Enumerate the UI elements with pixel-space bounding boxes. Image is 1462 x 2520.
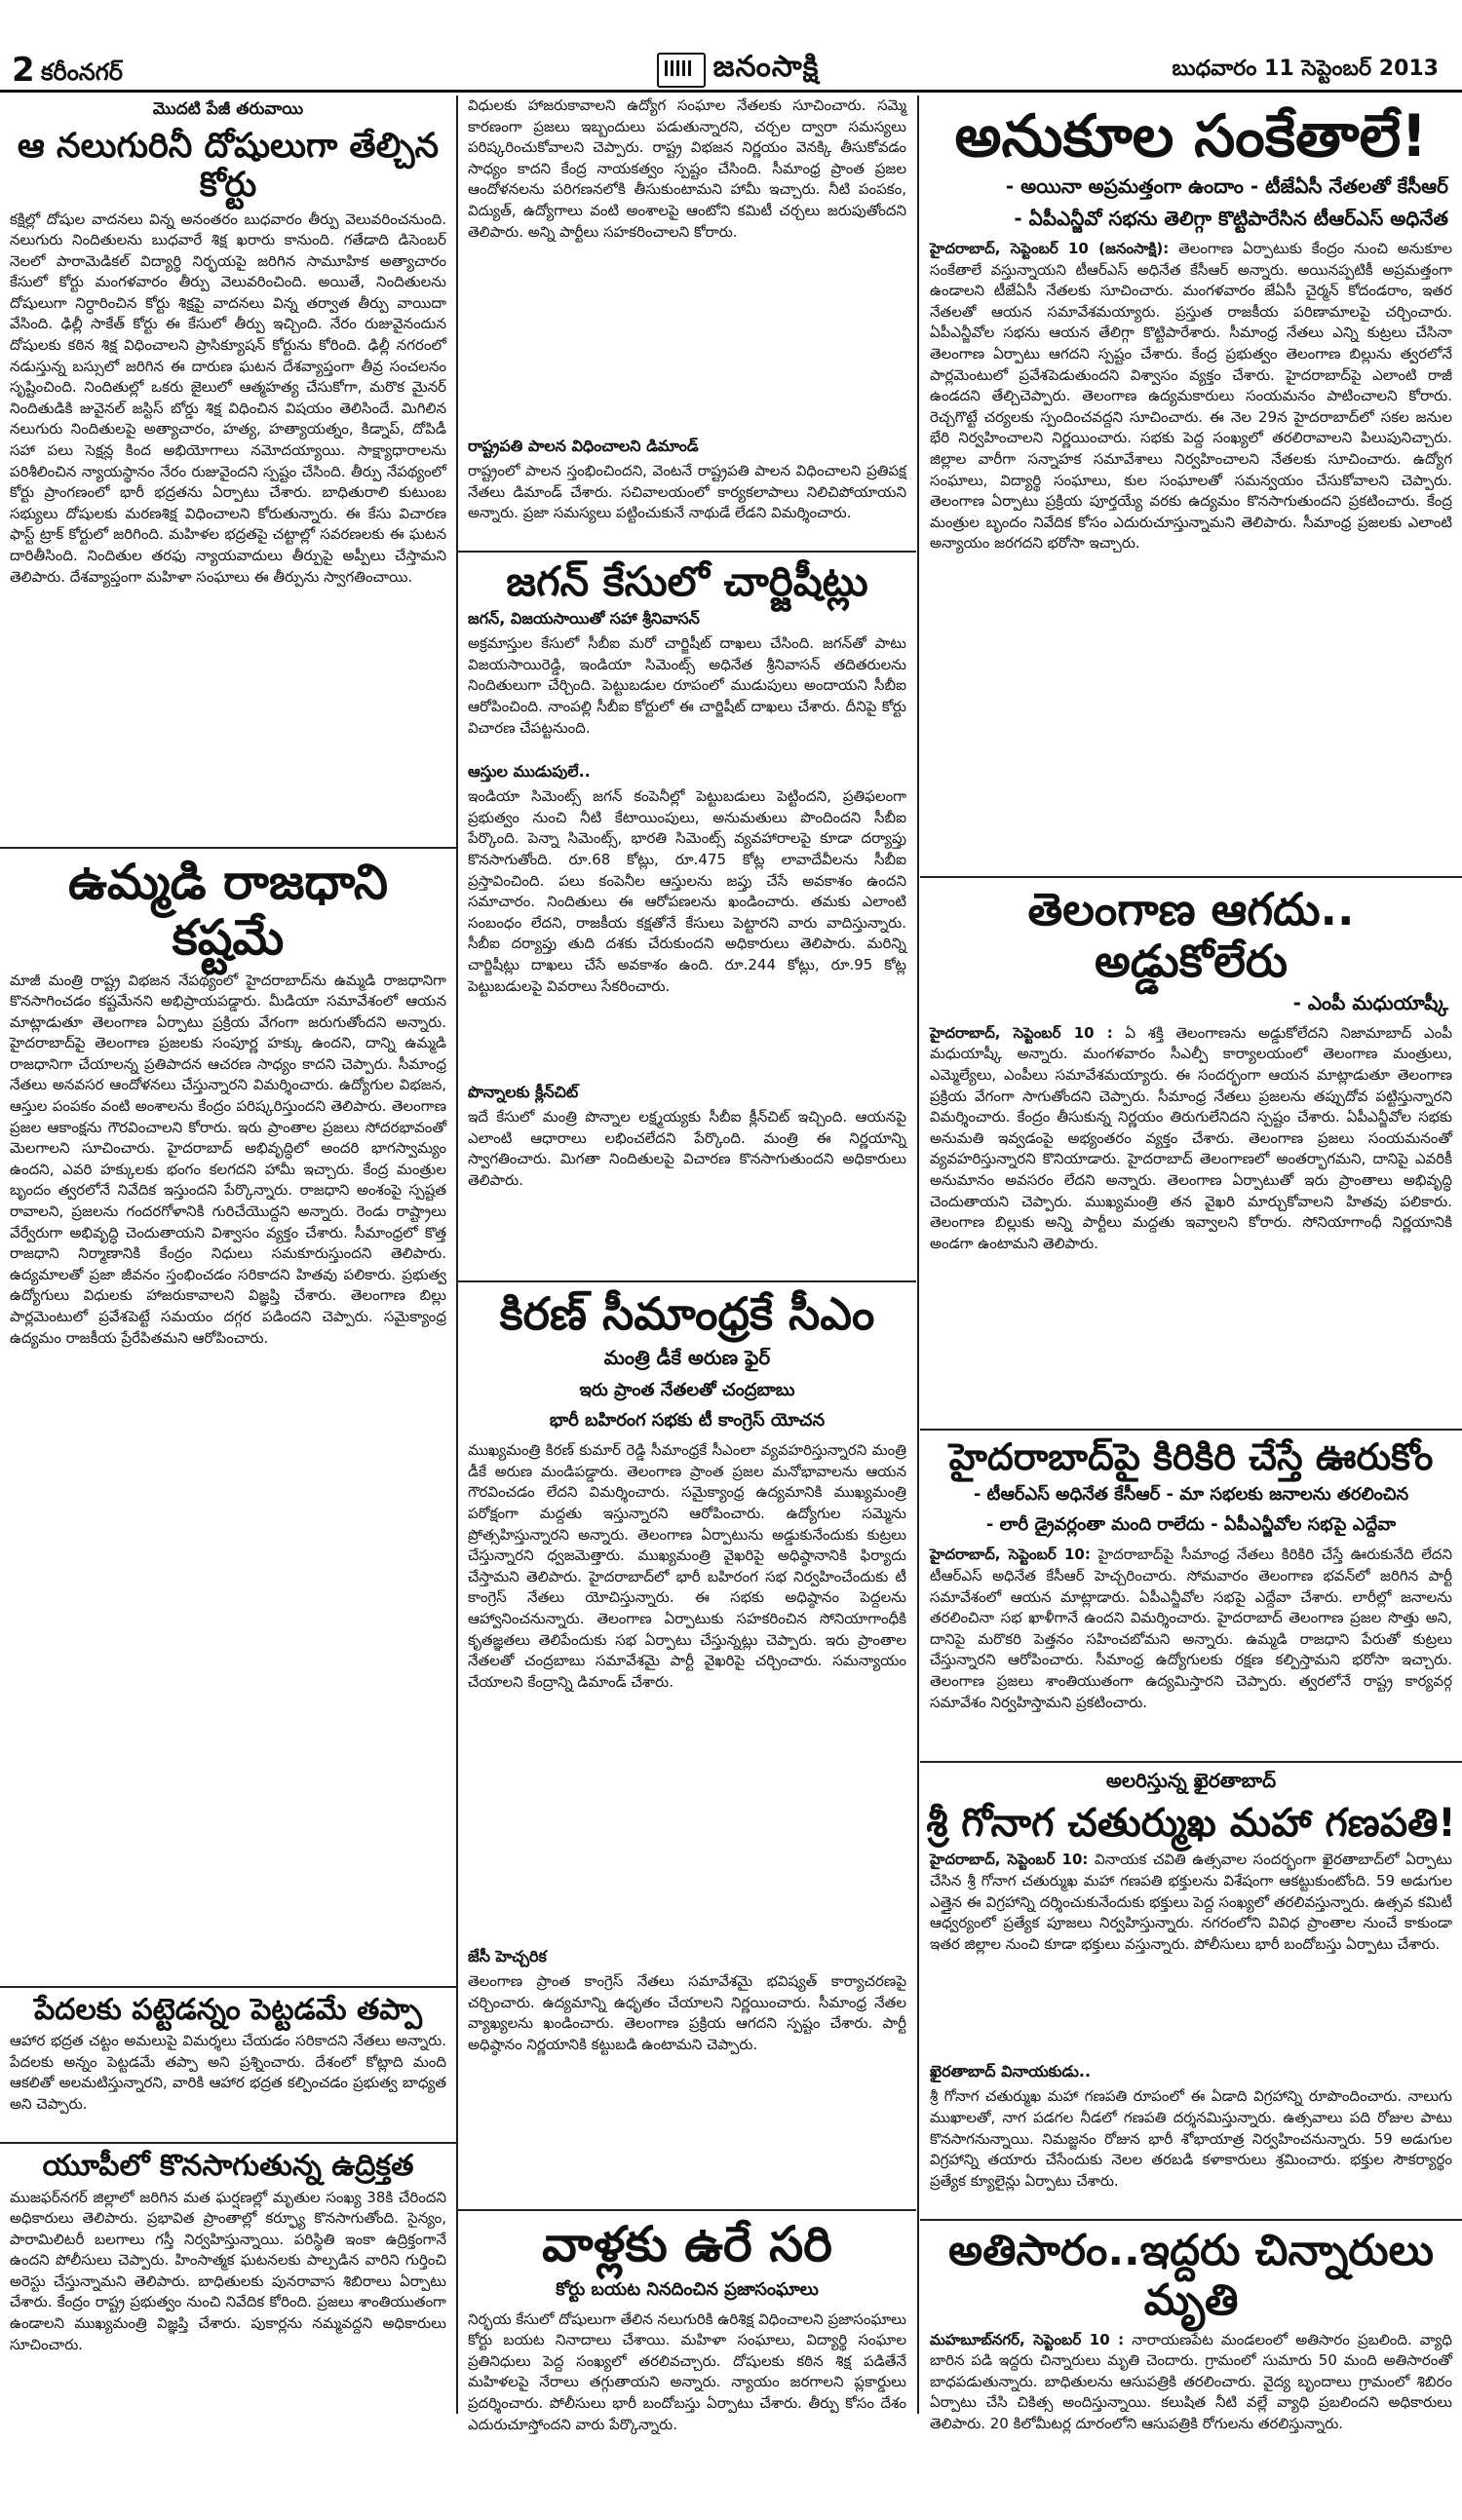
divider xyxy=(920,1761,1462,1763)
article-body xyxy=(930,239,1452,870)
divider xyxy=(458,1280,916,1282)
column-divider xyxy=(917,95,919,2414)
divider xyxy=(920,876,1462,878)
article-joint-capital xyxy=(0,855,456,1980)
kicker: మొదటి పేజీ తరువాయి xyxy=(152,99,304,119)
crosshead: జగన్, విజయసాయితో సహా శ్రీనివాసన్ xyxy=(468,609,700,629)
article-body: ముఖ్యమంత్రి కిరణ్ కుమార్ రెడ్డి సీమాంధ్రకే సీఎంలా వ్యవహరిస్తున్నారని మంత్రి డీకే అరుణ మండిపడ్డారు. తెలంగాణ ప్రాంత ప్రజల మనోభావాలను ఆయన గౌరవించడం లేదని విమర్శించారు. సమైక్యాంధ్ర ఉద్యమానికి ముఖ్యమంత్రి పరోక్షంగా మద్దతు ఇస్తున్నారని ఆరోపించారు. ఉద్యోగుల సమ్మెను ప్రోత్సహిస్తున్నారని అన్నారు. తెలంగాణ ఏర్పాటును అడ్డుకునేందుకు కుట్రలు చేస్తున్నారని ధ్వజమెత్తారు. ముఖ్యమంత్రి వైఖరిపై అధిష్ఠానానికి ఫిర్యాదు చేస్తామని తెలిపారు. హైదరాబాద్‌లో భారీ బహిరంగ సభ నిర్వహించేందుకు టీ కాంగ్రెస్ నేతలు యోచిస్తున్నారు. ఈ సభకు అధిష్ఠానం పెద్దలను ఆహ్వానించనున్నారు. తెలంగాణ ఏర్పాటుకు సహకరించిన సోనియాగాంధీకి కృతజ్ఞతలు తెలిపేందుకు సభ ఏర్పాటు చేస్తున్నట్లు చెప్పారు. ఇరు ప్రాంతాల నేతలతో చంద్రబాబు సమావేశమై పార్టీ వైఖరిపై చర్చించారు. సమన్యాయం చేయాలని కేంద్రాన్ని డిమాండ్ చేశారు. xyxy=(468,1441,906,1691)
article-text: ఏ శక్తి తెలంగాణను అడ్డుకోలేదని నిజామాబాద్ ఎంపీ మధుయాష్కీ అన్నారు. మంగళవారం సీఎల్పీ కార్యాలయంలో తెలంగాణ మంత్రులు, ఎమ్మెల్యేలు, ఎంపీలు సమావేశమయ్యారు. ఈ సందర్భంగా ఆయన మాట్లాడుతూ తెలంగాణ ప్రక్రియ వేగంగా సాగుతోందని చెప్పారు. సీమాంధ్ర నేతలు ప్రజలను తప్పుదోవ పట్టిస్తున్నారని విమర్శించారు. కేంద్రం తీసుకున్న నిర్ణయం తిరుగులేనిదని స్పష్టం చేశారు. ఏపీఎన్జీవోల సభకు అనుమతి ఇవ్వడంపై అభ్యంతరం వ్యక్తం చేశారు. తెలంగాణ ప్రజలు సంయమనంతో వ్యవహరిస్తున్నారని కొనియాడారు. హైదరాబాద్ తెలంగాణలో అంతర్భాగమని, దానిపై ఎవరికీ అనుమానం అవసరం లేదని అన్నారు. తెలంగాణ ఏర్పాటుతో ఇరు ప్రాంతాలు అభివృద్ధి చెందుతాయని చెప్పారు. ముఖ్యమంత్రి తన వైఖరి మార్చుకోవాలని హితవు పలికారు. తెలంగాణ బిల్లుకు అన్ని పార్టీలు మద్దతు ఇవ్వాలని కోరారు. సోనియాగాంధీ నిర్ణయానికి అండగా ఉంటామని తెలిపారు. xyxy=(930,1023,1452,1252)
subheadline: - ఎంపీ మధుయాష్కీ xyxy=(1292,990,1448,1014)
subheadline: - టీఆర్‌ఎస్ అధినేత కేసీఆర్ - మా సభలకు జనాలను తరలించిన xyxy=(973,1484,1409,1506)
article-khairatabad-ganesh xyxy=(920,1769,1462,2213)
dateline: హైదరాబాద్, సెప్టెంబర్ 10 : xyxy=(930,1023,1113,1042)
article-body xyxy=(930,1023,1452,1423)
article-jagan-chargesheet xyxy=(458,558,916,1275)
article-court-verdict xyxy=(0,99,456,841)
newspaper-logo xyxy=(596,51,879,90)
headline: కిరణ్ సీమాంధ్రకే సీఎం xyxy=(499,1287,875,1341)
article-telangana-unstoppable xyxy=(920,884,1462,1423)
divider xyxy=(0,2142,456,2144)
masthead xyxy=(0,0,1462,90)
headline: ఆ నలుగురినీ దోషులుగా తేల్చిన కోర్టు xyxy=(17,127,440,206)
article-diarrhea-deaths xyxy=(920,2227,1462,2456)
article-body: శ్రీ గోనాగ చతుర్ముఖ మహా గణపతి రూపంలో ఈ ఏడాది విగ్రహాన్ని రూపొందించారు. నాలుగు ముఖాలతో, నాగ పడగల నీడలో గణపతి దర్శనమిస్తున్నారు. ఉత్సవాలు పది రోజుల పాటు కొనసాగనున్నాయి. నిమజ్జనం రోజున భారీ శోభాయాత్ర నిర్వహించనున్నారు. 59 అడుగుల విగ్రహాన్ని తయారు చేసేందుకు నెలల తరబడి కళాకారులు శ్రమించారు. భక్తుల సౌకర్యార్థం ప్రత్యేక క్యూలైన్లు ఏర్పాటు చేశారు. xyxy=(930,2087,1452,2190)
dateline: హైదరాబాద్, సెప్టెంబర్ 10 (జనంసాక్షి): xyxy=(930,240,1170,257)
headline: పేదలకు పట్టెడన్నం పెట్టడమే తప్పా xyxy=(33,1992,423,2027)
article-positive-signals xyxy=(920,103,1462,870)
issue-date: బుధవారం 11 సెప్టెంబర్ 2013 xyxy=(1172,57,1439,81)
divider xyxy=(458,551,916,553)
article-hyderabad-warning xyxy=(920,1436,1462,1756)
article-body: ఇదే కేసులో మంత్రి పొన్నాల లక్ష్మయ్యకు సీబీఐ క్లీన్‌చిట్ ఇచ్చింది. ఆయనపై ఎలాంటి ఆధారాలు లభించలేదని పేర్కొంది. మంత్రి ఈ నిర్ణయాన్ని స్వాగతించారు. మిగతా నిందితులపై విచారణ కొనసాగుతుందని అధికారులు తెలిపారు. xyxy=(468,1108,906,1190)
dateline: హైదరాబాద్, సెప్టెంబర్ 10: xyxy=(930,1851,1089,1869)
article-body: అక్రమాస్తుల కేసులో సీబీఐ మరో చార్జిషీట్ దాఖలు చేసింది. జగన్‌తో పాటు విజయసాయిరెడ్డి, ఇండియా సిమెంట్స్ అధినేత శ్రీనివాసన్ తదితరులను నిందితులుగా చేర్చింది. పెట్టుబడుల రూపంలో ముడుపులు అందాయని సీబీఐ ఆరోపించింది. నాంపల్లి సీబీఐ కోర్టులో ఈ చార్జిషీట్ దాఖలు చేశారు. దీనిపై కోర్టు విచారణ చేపట్టనుంది. xyxy=(468,634,906,737)
headline: శ్రీ గోనాగ చతుర్ముఖ మహా గణపతి! xyxy=(926,1801,1456,1847)
divider xyxy=(0,1986,456,1988)
column-middle xyxy=(458,95,916,2433)
article-text: వినాయక చవితి ఉత్సవాల సందర్భంగా ఖైరతాబాద్‌లో ఏర్పాటు చేసిన శ్రీ గోనాగ చతుర్ముఖ మహా గణపతి భక్తులను విశేషంగా ఆకట్టుకుంటోంది. 59 అడుగుల ఎత్తైన ఈ విగ్రహాన్ని దర్శించుకునేందుకు భక్తులు పెద్ద సంఖ్యలో తరలివస్తున్నారు. ఉత్సవ కమిటీ ఆధ్వర్యంలో ప్రత్యేక పూజలు నిర్వహిస్తున్నారు. నగరంలోని వివిధ ప్రాంతాల నుంచే కాకుండా ఇతర జిల్లాల నుంచి కూడా భక్తులు వస్తున్నారు. పోలీసులు భారీ బందోబస్తు ఏర్పాటు చేశారు. xyxy=(930,1851,1452,1953)
divider xyxy=(458,2209,916,2211)
article-kiran-seemandhra xyxy=(458,1288,916,2203)
article-body: మాజీ మంత్రి రాష్ట్ర విభజన నేపథ్యంలో హైదరాబాద్‌ను ఉమ్మడి రాజధానిగా కొనసాగించడం కష్టమేనని అభిప్రాయపడ్డారు. మీడియా సమావేశంలో ఆయన మాట్లాడుతూ తెలంగాణ ఏర్పాటు ప్రక్రియ వేగంగా జరుగుతోందని అన్నారు. హైదరాబాద్‌పై తెలంగాణ ప్రజలకు సంపూర్ణ హక్కు ఉందని, దాన్ని ఉమ్మడి రాజధానిగా చేయాలన్న ప్రతిపాదన ఆచరణ సాధ్యం కాదని చెప్పారు. సీమాంధ్ర నేతలు అనవసర ఆందోళనలు చేస్తున్నారని విమర్శించారు. ఉద్యోగుల విభజన, ఆస్తుల పంపకం వంటి అంశాలను కేంద్రం పరిష్కరిస్తుందని తెలిపారు. తెలంగాణ ప్రజల ఆకాంక్షను గౌరవించాలని కోరారు. ఇరు ప్రాంతాల ప్రజలు సోదరభావంతో మెలగాలని సూచించారు. హైదరాబాద్ అభివృద్ధిలో అందరి భాగస్వామ్యం ఉందని, ఎవరి హక్కులకు భంగం కలగదని హామీ ఇచ్చారు. కేంద్ర మంత్రుల బృందం త్వరలోనే నివేదిక ఇస్తుందని పేర్కొన్నారు. రాజధాని అంశంపై స్పష్టత రావాలని, ప్రజలను గందరగోళానికి గురిచేయొద్దని అన్నారు. రెండు రాష్ట్రాలు వేర్వేరుగా అభివృద్ధి చెందుతాయని విశ్వాసం వ్యక్తం చేశారు. సీమాంధ్రలో కొత్త రాజధాని నిర్మాణానికి కేంద్రం నిధులు సమకూరుస్తుందని తెలిపారు. ఉద్యమాలతో ప్రజా జీవనం స్తంభించడం సరికాదని హితవు పలికారు. ప్రభుత్వ ఉద్యోగులు విధులకు హాజరుకావాలని విజ్ఞప్తి చేశారు. తెలంగాణ బిల్లు పార్లమెంటులో ప్రవేశపెట్టే సమయం దగ్గర పడిందని చెప్పారు. సమైక్యాంధ్ర ఉద్యమం రాజకీయ ప్రేరేపితమని ఆరోపించారు. xyxy=(10,971,446,1347)
headline: యూపీలో కొనసాగుతున్న ఉద్రిక్తత xyxy=(42,2149,414,2183)
article-body: తెలంగాణ ప్రాంత కాంగ్రెస్ నేతలు సమావేశమై భవిష్యత్ కార్యాచరణపై చర్చించారు. ఉద్యమాన్ని ఉధృతం చేయాలని నిర్ణయించారు. సీమాంధ్ర నేతల వ్యాఖ్యలను ఖండించారు. తెలంగాణ ప్రక్రియ ఆగదని స్పష్టం చేశారు. పార్టీ అధిష్ఠానం నిర్ణయానికి కట్టుబడి ఉంటామని చెప్పారు. xyxy=(468,1972,906,2053)
subheadline: భారీ బహిరంగ సభకు టీ కాంగ్రెస్ యోచన xyxy=(549,1410,826,1432)
subheadline: మంత్రి డీకే అరుణ ఫైర్ xyxy=(603,1346,771,1370)
divider xyxy=(0,847,456,849)
subheadline: - లారీ డ్రైవర్లంతా మంది రాలేదు - ఏపీఎన్జీవోల సభపై ఎద్దేవా xyxy=(985,1514,1397,1536)
headline: అతిసారం..ఇద్దరు చిన్నారులు మృతి xyxy=(947,2226,1435,2326)
article-body xyxy=(930,1545,1452,1755)
headline: ఉమ్మడి రాజధాని కష్టమే xyxy=(68,853,388,966)
crosshead: పొన్నాలకు క్లీన్‌చిట్ xyxy=(468,1083,579,1102)
article-text: నారాయణపేట మండలంలో అతిసారం ప్రబలింది. వ్యాధి బారిన పడి ఇద్దరు చిన్నారులు మృతి చెందారు. గ్రామంలో సుమారు 50 మంది అతిసారంతో బాధపడుతున్నారు. బాధితులను ఆసుపత్రికి తరలించారు. వైద్య బృందాలు గ్రామంలో శిబిరం ఏర్పాటు చేసి చికిత్స అందిస్తున్నాయి. కలుషిత నీటి వల్లే వ్యాధి ప్రబలిందని అధికారులు తెలిపారు. 20 కిలోమీటర్ల దూరంలోని ఆసుపత్రికి రోగులను తరలిస్తున్నారు. xyxy=(930,2330,1452,2433)
subheadline: కోర్టు బయట నినదించిన ప్రజాసంఘాలు xyxy=(556,2278,819,2300)
section-name: కరీంనగర్ xyxy=(41,58,123,86)
headline: జగన్ కేసులో చార్జిషీట్లు xyxy=(506,557,868,605)
subheadline: - అయినా అప్రమత్తంగా ఉందాం - టీజేఏసీ నేతలతో కేసీఆర్ xyxy=(1005,174,1448,198)
logo-text: జనంసాక్షి xyxy=(712,50,820,84)
subheadline: ఇరు ప్రాంత నేతలతో చంద్రబాబు xyxy=(579,1380,795,1401)
article-up-tension xyxy=(0,2150,456,2480)
crosshead: ఆస్తుల ముడుపులే.. xyxy=(468,762,591,782)
article-text: తెలంగాణ ఏర్పాటుకు కేంద్రం నుంచి అనుకూల సంకేతాలే వస్తున్నాయని టీఆర్‌ఎస్ అధినేత కేసీఆర్ అన్నారు. అయినప్పటికీ అప్రమత్తంగా ఉండాలని టీజేఏసీ నేతలకు సూచించారు. మంగళవారం జేఏసీ చైర్మన్ కోదండరాం, ఇతర నేతలతో ఆయన సమావేశమయ్యారు. ప్రస్తుత రాజకీయ పరిణామాలపై చర్చించారు. ఏపీఎన్జీవోల సభను ఆయన తేలిగ్గా కొట్టిపారేశారు. సీమాంధ్ర నేతలు ఎన్ని కుట్రలు చేసినా తెలంగాణ ఏర్పాటు ఆగదని స్పష్టం చేశారు. కేంద్ర ప్రభుత్వం తెలంగాణ బిల్లును త్వరలోనే పార్లమెంటులో ప్రవేశపెడుతుందని విశ్వాసం వ్యక్తం చేశారు. హైదరాబాద్‌పై ఎలాంటి రాజీ ఉండదని తేల్చిచెప్పారు. తెలంగాణ ఉద్యమకారులు సంయమనం పాటించాలని కోరారు. రెచ్చగొట్టే చర్యలకు స్పందించవద్దని సూచించారు. ఈ నెల 29న హైదరాబాద్‌లో సకల జనుల భేరి నిర్వహించాలని నిర్ణయించారు. సభకు పెద్ద సంఖ్యలో తరలిరావాలని పిలుపునిచ్చారు. జిల్లాల వారీగా సన్నాహక సమావేశాలు నిర్వహించాలని నేతలకు సూచించారు. ఉద్యోగ సంఘాలు, విద్యార్థి సంఘాలు, కుల సంఘాలతో సమన్వయం చేసుకోవాలని చెప్పారు. తెలంగాణ ఏర్పాటు ప్రక్రియ పూర్తయ్యే వరకు ఉద్యమం కొనసాగుతుందని ప్రకటించారు. కేంద్ర మంత్రుల బృందం నివేదిక కోసం ఎదురుచూస్తున్నామని తెలిపారు. సీమాంధ్ర ప్రజలకు ఎలాంటి అన్యాయం జరగదని భరోసా ఇచ్చారు. xyxy=(930,240,1452,553)
masthead-rule xyxy=(0,90,1462,93)
article-hang-them xyxy=(458,2217,916,2520)
headline: అనుకూల సంకేతాలే! xyxy=(954,102,1428,171)
page-number: 2 xyxy=(12,51,35,90)
headline: తెలంగాణ ఆగదు.. అడ్డుకోలేరు xyxy=(1027,883,1355,987)
article-food-security xyxy=(0,1994,456,2137)
article-body: కక్షిల్లో దోషుల వాదనలు విన్న అనంతరం బుధవారం తీర్పు వెలువరించనుంది. నలుగురు నిందితులను బుధవారే శిక్ష ఖరారు కానుంది. గతేడాది డిసెంబర్ నెలలో పారామెడికల్ విద్యార్థి నిర్భయపై జరిగిన సామూహిక అత్యాచారం కేసులో కోర్టు మంగళవారం తీర్పు వెలువరించింది. అయితే, నిందితులను దోషులుగా నిర్ధారించిన కోర్టు శిక్షపై వాదనలు విన్న తర్వాత తీర్పు వాయిదా వేసింది. ఢిల్లీ సాకేత్ కోర్టు ఈ కేసులో తీర్పు ఇచ్చింది. నేరం రుజువైనందున దోషులకు కఠిన శిక్ష విధించాలని ప్రాసిక్యూషన్ కోర్టును కోరింది. ఢిల్లీ నగరంలో నడుస్తున్న బస్సులో జరిగిన ఈ దారుణ ఘటన దేశవ్యాప్తంగా తీవ్ర సంచలనం సృష్టించింది. నిందితుల్లో ఒకరు జైలులో ఆత్మహత్య చేసుకోగా, మరొక మైనర్ నిందితుడికి జువైనల్ జస్టిస్ బోర్డు శిక్ష విధించిన విషయం తెలిసిందే. మిగిలిన నలుగురు నిందితులపై అత్యాచారం, హత్య, హత్యాయత్నం, కిడ్నాప్, దోపిడీ సహా పలు సెక్షన్ల కింద అభియోగాలు నమోదయ్యాయి. సాక్ష్యాధారాలను పరిశీలించిన న్యాయస్థానం నేరం రుజువైందని స్పష్టం చేసింది. తీర్పు నేపథ్యంలో కోర్టు ప్రాంగణంలో భారీ భద్రతను ఏర్పాటు చేశారు. బాధితురాలి కుటుంబ సభ్యులు దోషులకు మరణశిక్ష విధించాలని కోరుతున్నారు. ఈ కేసు విచారణ ఫాస్ట్ ట్రాక్ కోర్టులో జరిగింది. మహిళల భద్రతపై చట్టాల్లో సవరణలకు ఈ ఘటన దారితీసింది. నిందితుల తరఫు న్యాయవాదులు తీర్పుపై అప్పీలు చేస్తామని తెలిపారు. దేశవ్యాప్తంగా మహిళా సంఘాలు ఈ తీర్పును స్వాగతించాయి. xyxy=(10,210,446,586)
article-body: ఆహార భద్రత చట్టం అమలుపై విమర్శలు చేయడం సరికాదని నేతలు అన్నారు. పేదలకు అన్నం పెట్టడమే తప్పా అని ప్రశ్నించారు. దేశంలో కోట్లాది మంది ఆకలితో అలమటిస్తున్నారని, వారికి ఆహార భద్రత కల్పించడం ప్రభుత్వ బాధ్యత అని చెప్పారు. xyxy=(10,2032,446,2113)
article-text: హైదరాబాద్‌పై సీమాంధ్ర నేతలు కిరికిరి చేస్తే ఊరుకునేది లేదని టీఆర్‌ఎస్ అధినేత కేసీఆర్ హెచ్చరించారు. సోమవారం తెలంగాణ భవన్‌లో జరిగిన పార్టీ సమావేశంలో ఆయన మాట్లాడారు. ఏపీఎన్జీవోల సభపై ఎద్దేవా చేశారు. లారీల్లో జనాలను తరలించినా సభ ఖాళీగానే ఉందని విమర్శించారు. హైదరాబాద్ తెలంగాణ ప్రజల సొత్తు అని, దానిపై మరొకరి పెత్తనం సహించబోమని అన్నారు. ఉమ్మడి రాజధాని పేరుతో కుట్రలు చేస్తున్నారని ఆరోపించారు. సీమాంధ్ర ఉద్యోగులకు రక్షణ కల్పిస్తామని భరోసా ఇచ్చారు. తెలంగాణ ప్రజలు శాంతియుతంగా ఉద్యమిస్తారని చెప్పారు. త్వరలోనే రాష్ట్ర కార్యవర్గ సమావేశం నిర్వహిస్తామని ప్రకటించారు. xyxy=(930,1546,1452,1711)
article-continuation: విధులకు హాజరుకావాలని ఉద్యోగ సంఘాల నేతలకు సూచించారు. సమ్మె కారణంగా ప్రజలు ఇబ్బందులు పడుతున్నారని, చర్చల ద్వారా సమస్యలు పరిష్కరించుకోవాలని చెప్పారు. రాష్ట్ర విభజన నిర్ణయం వెనక్కి తీసుకోవడం సాధ్యం కాదని కేంద్ర నాయకత్వం స్పష్టం చేసింది. సీమాంధ్ర ప్రాంత ప్రజల ఆందోళనలను పరిగణనలోకి తీసుకుంటామని హామీ ఇచ్చారు. నీటి పంపకం, విద్యుత్, ఉద్యోగాలు వంటి అంశాలపై ఆంటోని కమిటీ చర్చలు జరుపుతోందని తెలిపారు. అన్ని పార్టీలు సహకరించాలని కోరారు. xyxy=(468,96,906,241)
subheadline: - ఏపీఎన్జీవో సభను తెలిగ్గా కొట్టిపారేసిన టీఆర్‌ఎస్ అధినేత xyxy=(1014,207,1448,230)
column-right xyxy=(920,95,1462,2433)
article-body xyxy=(930,2330,1452,2457)
dateline: హైదరాబాద్, సెప్టెంబర్ 10: xyxy=(930,1546,1091,1564)
kicker: అలరిస్తున్న ఖైరతాబాద్ xyxy=(1105,1769,1277,1793)
divider xyxy=(920,1429,1462,1431)
article-body xyxy=(930,1850,1452,2060)
headline: హైదరాబాద్‌పై కిరికిరి చేస్తే ఊరుకోం xyxy=(948,1434,1434,1478)
crosshead: ఖైరతాబాద్ వినాయకుడు.. xyxy=(930,2062,1092,2081)
article-body: నిర్భయ కేసులో దోషులుగా తేలిన నలుగురికి ఉరిశిక్ష విధించాలని ప్రజాసంఘాలు కోర్టు బయట నినాదాలు చేశాయి. మహిళా సంఘాలు, విద్యార్థి సంఘాల ప్రతినిధులు పెద్ద సంఖ్యలో తరలివచ్చారు. దోషులకు కఠిన శిక్ష పడితేనే మహిళలపై నేరాలు తగ్గుతాయని అన్నారు. న్యాయం జరగాలని ప్లకార్డులు ప్రదర్శించారు. పోలీసులు భారీ బందోబస్తు ఏర్పాటు చేశారు. తీర్పు కోసం దేశం ఎదురుచూస్తోందని వారు పేర్కొన్నారు. xyxy=(468,2310,906,2433)
dateline: మహబూబ్‌నగర్, సెప్టెంబర్ 10 : xyxy=(930,2330,1125,2348)
article-body: రాష్ట్రంలో పాలన స్తంభించిందని, వెంటనే రాష్ట్రపతి పాలన విధించాలని ప్రతిపక్ష నేతలు డిమాండ్ చేశారు. సచివాలయంలో కార్యకలాపాలు నిలిచిపోయాయని అన్నారు. ప్రజా సమస్యలు పట్టించుకునే నాథుడే లేడని విమర్శించారు. xyxy=(468,462,906,522)
logo-emblem-icon xyxy=(657,53,706,88)
crosshead: జేసీ హెచ్చరిక xyxy=(468,1947,547,1966)
headline: వాళ్లకు ఉరే సరి xyxy=(542,2216,832,2273)
divider xyxy=(920,2219,1462,2221)
crosshead: రాష్ట్రపతి పాలన విధించాలని డిమాండ్ xyxy=(468,437,699,455)
article-body: ముజఫర్‌నగర్ జిల్లాలో జరిగిన మత ఘర్షణల్లో మృతుల సంఖ్య 38కి చేరిందని అధికారులు తెలిపారు. ప్రభావిత ప్రాంతాల్లో కర్ఫ్యూ కొనసాగుతోంది. సైన్యం, పారామిలిటరీ బలగాలు గస్తీ నిర్వహిస్తున్నాయి. పరిస్థితి ఇంకా ఉద్రిక్తంగానే ఉందని పోలీసులు చెప్పారు. హింసాత్మక ఘటనలకు పాల్పడిన వారిని గుర్తించి అరెస్టు చేస్తున్నామని తెలిపారు. బాధితులకు పునరావాస శిబిరాలు ఏర్పాటు చేశారు. కేంద్రం రాష్ట్ర ప్రభుత్వం నుంచి నివేదిక కోరింది. ప్రజలు శాంతియుతంగా ఉండాలని ముఖ్యమంత్రి విజ్ఞప్తి చేశారు. పుకార్లను నమ్మవద్దని అధికారులు సూచించారు. xyxy=(10,2188,446,2353)
column-left xyxy=(0,95,456,2414)
article-body: ఇండియా సిమెంట్స్ జగన్ కంపెనీల్లో పెట్టుబడులు పెట్టిందని, ప్రతిఫలంగా ప్రభుత్వం నుంచి నీటి కేటాయింపులు, అనుమతులు పొందిందని సీబీఐ పేర్కొంది. పెన్నా సిమెంట్స్, భారతి సిమెంట్స్ వ్యవహారాలపై కూడా దర్యాప్తు కొనసాగుతోంది. రూ.68 కోట్లు, రూ.475 కోట్ల లావాదేవీలను సీబీఐ ప్రస్తావించింది. పలు కంపెనీల ఆస్తులను జప్తు చేసే అవకాశం ఉందని సమాచారం. నిందితులు ఈ ఆరోపణలను ఖండించారు. తమకు ఎలాంటి సంబంధం లేదని, రాజకీయ కక్షతోనే కేసులు పెట్టారని వారు వాదిస్తున్నారు. సీబీఐ దర్యాప్తు తుది దశకు చేరుకుందని అధికారులు తెలిపారు. మరిన్ని చార్జిషీట్లు దాఖలు చేసే అవకాశం ఉంది. రూ.244 కోట్లు, రూ.95 కోట్ల పెట్టుబడులపై వివరాలు సేకరించారు. xyxy=(468,787,906,995)
